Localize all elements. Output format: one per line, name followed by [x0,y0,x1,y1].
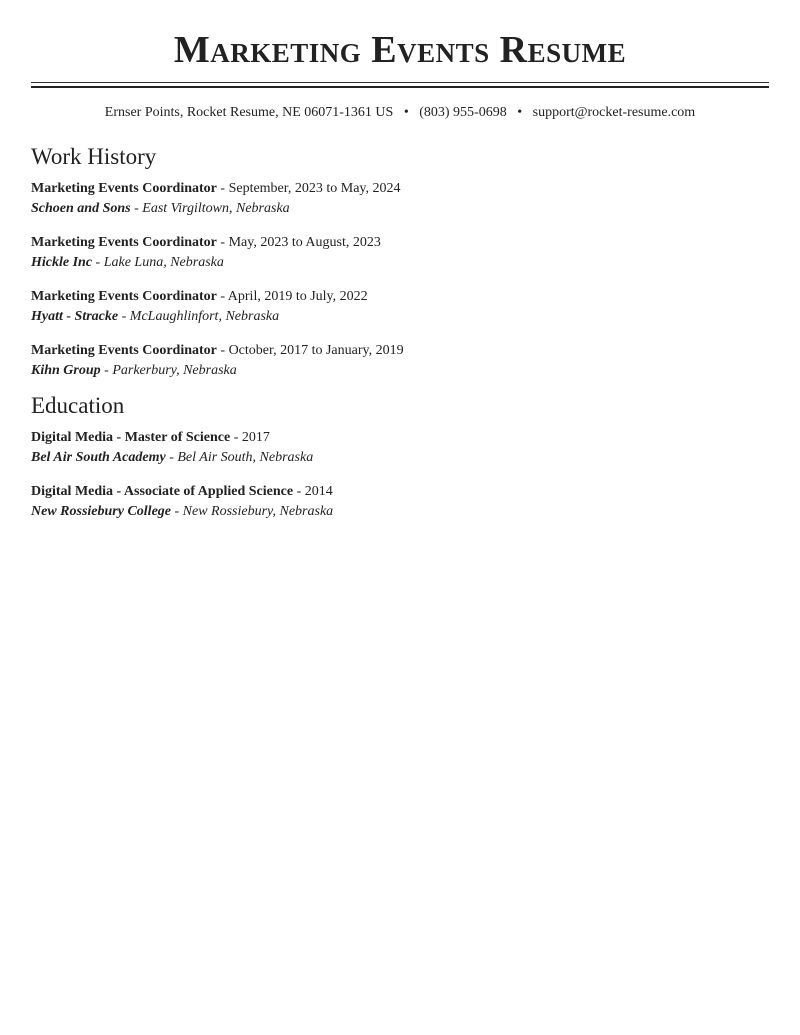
header-rule-thin [31,82,769,83]
dash: - [92,255,104,270]
degree-year: 2014 [304,484,333,499]
dash: - [216,235,229,250]
education-heading: Education [31,393,125,418]
education-entry [31,428,769,468]
job-entry [31,341,769,381]
contact-line [31,104,769,122]
dash: - [171,504,183,519]
resume-page [31,0,769,519]
job-dates: October, 2017 to January, 2019 [228,343,404,358]
job-title: Marketing Events Coordinator [31,343,217,358]
contact-email: support@rocket-resume.com [532,105,696,120]
school-name: New Rossiebury College [31,504,171,519]
contact-separator: • [517,105,523,120]
contact-phone: (803) 955-0698 [419,105,507,120]
dash: - [100,363,113,378]
job-title: Marketing Events Coordinator [31,235,217,250]
job-title: Marketing Events Coordinator [31,181,217,196]
dash: - [130,201,143,216]
work-history-heading: Work History [31,144,157,169]
education-entry [31,482,769,522]
header-rule-thick [31,86,769,88]
job-entry [31,233,769,273]
school-location: New Rossiebury, Nebraska [182,504,334,519]
degree-title: Digital Media - Associate of Applied Science [31,484,294,499]
contact-separator: • [403,105,409,120]
job-company: Hyatt - Stracke [31,309,119,324]
job-company: Kihn Group [31,363,101,378]
dash: - [216,289,228,304]
job-location: Lake Luna, Nebraska [103,255,224,270]
dash: - [230,430,242,445]
dash: - [216,181,229,196]
dash: - [165,450,178,465]
school-location: Bel Air South, Nebraska [177,450,314,465]
resume-title: Marketing Events Resume [173,29,627,71]
job-location: East Virgiltown, Nebraska [142,201,290,216]
job-dates: May, 2023 to August, 2023 [228,235,381,250]
dash: - [293,484,305,499]
job-entry [31,287,769,327]
dash: - [216,343,229,358]
job-location: Parkerbury, Nebraska [112,363,237,378]
job-dates: April, 2019 to July, 2022 [227,289,368,304]
job-company: Schoen and Sons [31,201,131,216]
school-name: Bel Air South Academy [31,450,166,465]
job-entry [31,179,769,219]
degree-title: Digital Media - Master of Science [31,430,231,445]
job-company: Hickle Inc [31,255,93,270]
job-title: Marketing Events Coordinator [31,289,217,304]
dash: - [118,309,130,324]
job-location: McLaughlinfort, Nebraska [129,309,280,324]
job-dates: September, 2023 to May, 2024 [228,181,401,196]
contact-address: Ernser Points, Rocket Resume, NE 06071-1361 US [104,105,394,120]
degree-year: 2017 [241,430,270,445]
